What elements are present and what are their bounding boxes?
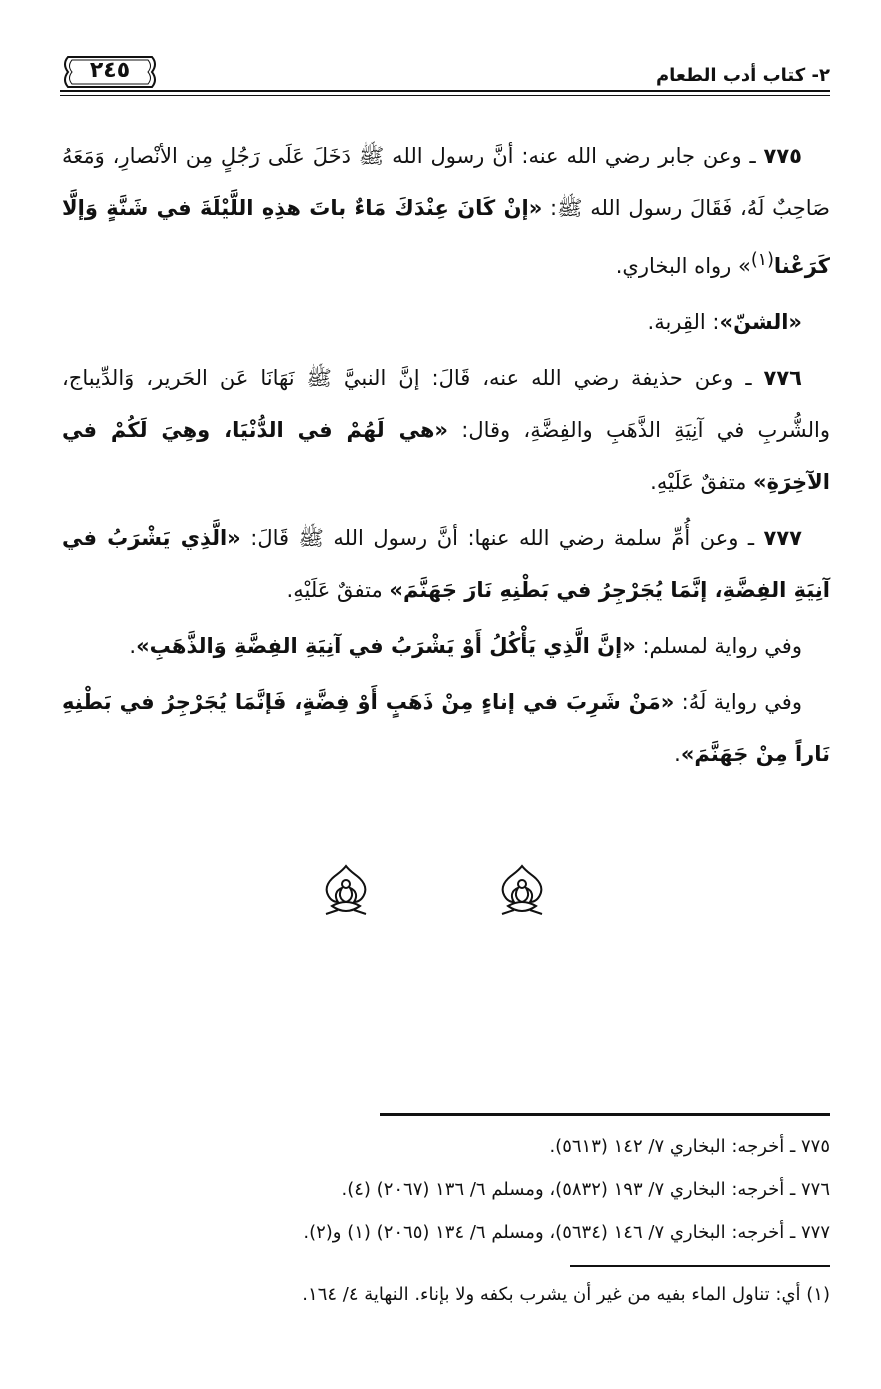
riwaya-intro: وفي رواية لَهُ: (674, 690, 802, 714)
header-rule (60, 90, 830, 92)
running-title: ٢- كتاب أدب الطعام (655, 65, 830, 86)
footnote-row: ٧٧٥ ـ أخرجه: البخاري ٧/ ١٤٢ (٥٦١٣). (549, 1136, 830, 1157)
footnote-row: ٧٧٧ ـ أخرجه: البخاري ٧/ ١٤٦ (٥٦٣٤)، ومسلم ٦/ ١٣٤ (٢٠٦٥) (١) و(٢). (303, 1222, 830, 1243)
header-rule-thin (60, 95, 830, 96)
footnote-rule (380, 1113, 830, 1116)
hadith-source: متفقٌ عَلَيْهِ. (286, 578, 390, 602)
footnote-row: ٧٧٦ ـ أخرجه: البخاري ٧/ ١٩٣ (٥٨٣٢)، ومسلم ٦/ ١٣٦ (٢٠٦٧) (٤). (341, 1179, 830, 1200)
explanatory-note: (١) أي: تناول الماء بفيه من غير أن يشرب بكفه ولا بإناء. النهاية ٤/ ١٦٤. (302, 1284, 830, 1305)
gloss-term: «الشنّ» (719, 310, 802, 334)
hadith-quote: «هي لَهُمْ في الدُّنْيَا، وهِيَ لَكُمْ في الآخِرَةِ» (62, 418, 830, 494)
hadith-quote: «إنْ كَانَ عِنْدَكَ مَاءٌ باتَ هذِهِ اللَّيْلَةَ في شَنَّةٍ وَإلَّا كَرَعْنا (62, 196, 830, 278)
riwaya-end: . (674, 742, 681, 766)
gloss-text: : القِربة. (647, 310, 720, 334)
riwaya-quote: «مَنْ شَرِبَ في إناءٍ مِنْ ذَهَبٍ أَوْ فِضَّةٍ، فَإنَّمَا يُجَرْجِرُ في بَطْنِهِ نَاراً مِنْ جَهَنَّمَ» (62, 690, 830, 766)
page-number-frame (60, 55, 160, 89)
floral-ornament-icon (494, 862, 550, 918)
note-rule (570, 1265, 830, 1267)
page-header (60, 55, 830, 105)
gloss (62, 296, 830, 348)
riwaya-lahu (62, 676, 830, 780)
hadith-quote: «الَّذِي يَشْرَبُ في آنِيَةِ الفِضَّةِ، إنَّمَا يُجَرْجِرُ في بَطْنِهِ نَارَ جَهَنَّمَ» (62, 526, 830, 602)
page-number: ٢٤٥ (89, 58, 131, 83)
hadith-number: ٧٧٥ (763, 144, 802, 168)
riwaya-intro: وفي رواية لمسلم: (635, 634, 802, 658)
hadith-number: ٧٧٦ (763, 366, 802, 390)
hadith-776 (62, 352, 830, 508)
riwaya-muslim (62, 620, 830, 672)
hadith-source: » رواه البخاري. (615, 254, 751, 278)
floral-ornament-icon (318, 862, 374, 918)
hadith-775 (62, 130, 830, 292)
main-text (62, 130, 830, 784)
riwaya-quote: «إنَّ الَّذِي يَأْكُلُ أَوْ يَشْرَبُ في آنِيَةِ الفِضَّةِ وَالذَّهَبِ» (136, 634, 636, 658)
footnote-ref: (١) (750, 250, 774, 270)
hadith-source: متفقٌ عَلَيْهِ. (650, 470, 753, 494)
hadith-intro: ـ وعن جابر رضي الله عنه: أنَّ رسول الله ﷺ دَخَلَ عَلَى رَجُلٍ مِن الأنْصارِ، وَمَعَهُ صَاحِبٌ لَهُ، فَقَالَ رسول الله ﷺ: (62, 144, 830, 220)
hadith-intro: ـ وعن أُمِّ سلمة رضي الله عنها: أنَّ رسول الله ﷺ قَالَ: (240, 526, 764, 550)
hadith-number: ٧٧٧ (763, 526, 802, 550)
takhrij-footnotes (62, 1125, 830, 1254)
hadith-intro: ـ وعن حذيفة رضي الله عنه، قَالَ: إنَّ النبيَّ ﷺ نَهَانَا عَن الحَرير، وَالدِّيباج، والشُّربِ في آنِيَةِ الذَّهَبِ والفِضَّةِ، وقال: (62, 366, 830, 442)
riwaya-end: . (129, 634, 137, 658)
hadith-777 (62, 512, 830, 616)
